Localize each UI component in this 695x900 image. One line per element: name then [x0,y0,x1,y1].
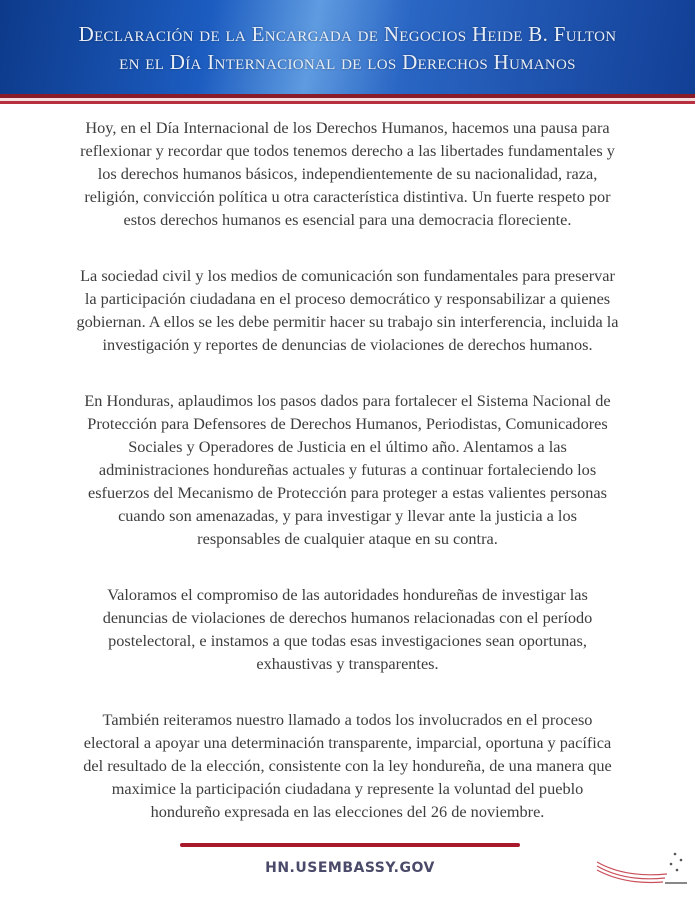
paragraph-line: Protección para Defensores de Derechos Humanos, Periodistas, Comunicadores [87,414,608,433]
paragraph-line: estos derechos humanos es esencial para una democracia floreciente. [123,210,572,229]
embassy-url-link[interactable]: HN.USEMBASSY.GOV [265,860,435,876]
paragraph-line: Valoramos el compromiso de las autoridades hondureñas de investigar las [107,585,588,604]
paragraph [0,708,695,823]
paragraph-line: los derechos humanos básicos, independientemente de su nacionalidad, raza, [97,164,598,183]
flag-stripes-divider [0,94,695,108]
paragraph [0,389,695,550]
paragraph-line: gobiernan. A ellos se les debe permitir hacer su trabajo sin interferencia, incluida la [76,312,619,331]
paragraph-line: responsables de cualquier ataque en su contra. [197,529,498,548]
paragraph-line: exhaustivas y transparentes. [256,654,439,673]
paragraph-line: del resultado de la elección, consistente con la ley hondureña, de una manera que [83,756,612,775]
footer-divider [180,843,520,847]
paragraph-line: esfuerzos del Mecanismo de Protección para proteger a estas valientes personas [88,483,607,502]
title-line: Declaración de la Encargada de Negocios Heide B. Fulton [78,22,617,46]
paragraph [0,264,695,356]
header-banner [0,0,695,94]
paragraph-line: la participación ciudadana en el proceso democrático y responsabilizar a quienes [84,289,611,308]
paragraph-line: La sociedad civil y los medios de comunicación son fundamentales para preservar [80,266,615,285]
statement-body [0,116,695,856]
paragraph-line: maximice la participación ciudadana y represente la voluntad del pueblo [111,779,584,798]
page-title [0,20,695,76]
paragraph-line: denuncias de violaciones de derechos humanos relacionadas con el período [102,608,593,627]
paragraph [0,583,695,675]
paragraph-line: Sociales y Operadores de Justicia en el último año. Alentamos a las [128,437,567,456]
paragraph-line: Hoy, en el Día Internacional de los Derechos Humanos, hacemos una pausa para [85,118,610,137]
paragraph-line: reflexionar y recordar que todos tenemos derecho a las libertades fundamentales y [80,141,615,160]
paragraph-line: religión, convicción política u otra característica distintiva. Un fuerte respeto por [84,187,611,206]
paragraph-line: electoral a apoyar una determinación transparente, imparcial, oportuna y pacífica [83,733,612,752]
paragraph-line: postelectoral, e instamos a que todas esas investigaciones sean oportunas, [108,631,587,650]
logo-swoosh-icon [585,838,690,888]
paragraph-line: investigación y reportes de denuncias de violaciones de derechos humanos. [102,335,593,354]
title-line: en el Día Internacional de los Derechos Humanos [119,50,576,74]
us-embassy-logo [585,838,690,888]
paragraph-line: hondureño expresada en las elecciones del 26 de noviembre. [150,802,545,821]
paragraph-line: En Honduras, aplaudimos los pasos dados para fortalecer el Sistema Nacional de [84,391,611,410]
paragraph-line: cuando son amenazadas, y para investigar y llevar ante la justicia a los [118,506,577,525]
paragraph-line: administraciones hondureñas actuales y futuras a continuar fortaleciendo los [98,460,597,479]
paragraph [0,116,695,231]
paragraph-line: También reiteramos nuestro llamado a todos los involucrados en el proceso [102,710,593,729]
